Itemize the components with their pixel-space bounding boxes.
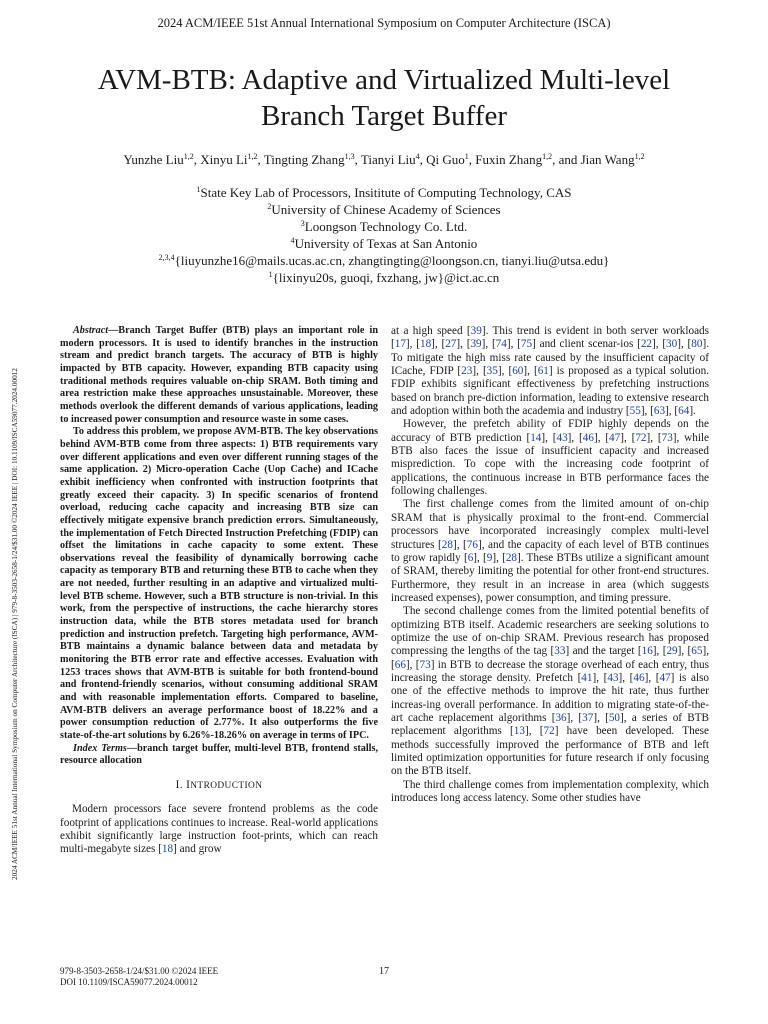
citation-link[interactable]: 50 — [608, 711, 621, 724]
right-paragraph-1: However, the prefetch ability of FDIP highly depends on the accuracy of BTB prediction [14], [43], [46], [47], [72], [73], while BTB also faces the issue of insufficient capacity and increased misprediction. To cope with the increasing code footprint of applications, the continuous increase in BTB performance faces the following challenges. — [391, 418, 710, 498]
affiliation-mark: 1 — [196, 185, 201, 194]
author-affiliation-mark: 4 — [415, 152, 420, 161]
abstract — [60, 325, 378, 743]
author-name: Jian Wang — [580, 152, 635, 167]
affiliation-mark: 2,3,4 — [158, 253, 175, 263]
affiliation-line — [30, 218, 738, 235]
citation-link[interactable]: 37 — [582, 711, 594, 724]
citation-link[interactable]: 72 — [635, 431, 647, 444]
citation-link[interactable]: 74 — [495, 338, 507, 351]
citation-link[interactable]: 18 — [419, 338, 432, 351]
right-paragraph-2: The first challenge comes from the limited amount of on-chip SRAM that is physically proximal to the front-end. Commercial processors have incorporated increasingly complex multi-level structures [28], [76], and the capacity of each level of BTB continues to grow rapidly [6], [9], [28]. These BTBs utilize a significant amount of SRAM, thereby limiting the potential for other front-end structures. Furthermore, they result in an increase in area (which suggests increased expenses), power consumption, and timing pressure. — [391, 498, 710, 604]
author-separator: , — [468, 152, 476, 167]
citation-link[interactable]: 75 — [520, 338, 533, 351]
author-list — [30, 152, 738, 168]
citation-link[interactable]: 80 — [691, 338, 703, 351]
citation-link[interactable]: 65 — [691, 645, 703, 658]
section-heading-introduction: I. INTRODUCTION — [175, 778, 263, 791]
citation-link[interactable]: 73 — [661, 431, 673, 444]
citation-link[interactable]: 61 — [537, 365, 549, 378]
citation-link[interactable]: 43 — [607, 671, 619, 684]
citation-link[interactable]: 43 — [556, 431, 568, 444]
citation-link[interactable]: 13 — [513, 725, 525, 738]
doi-sidebar-text: 2024 ACM/IEEE 51st Annual International Symposium on Computer Architecture (ISCA) | 979-8-3503-2658-1/24/$31.00 ©2024 IEEE | DOI: 10.1109/ISCA59077.2024.00012 — [11, 368, 19, 880]
citation-link[interactable]: 23 — [461, 365, 473, 378]
citation-link[interactable]: 36 — [555, 711, 567, 724]
citation-link[interactable]: 28 — [441, 538, 453, 551]
author-name: Tingting Zhang — [263, 152, 345, 167]
intro-body — [60, 803, 378, 856]
author-separator: , — [419, 152, 427, 167]
index-terms — [60, 743, 378, 768]
citation-link[interactable]: 18 — [161, 843, 174, 856]
author-name: Fuxin Zhang — [475, 152, 543, 167]
footer-doi: DOI 10.1109/ISCA59077.2024.00012 — [60, 977, 198, 987]
citation-link[interactable]: 29 — [666, 645, 678, 658]
abstract-paragraph-1: —Branch Target Buffer (BTB) plays an important role in modern processors. It is used to identify branches in the instruction stream and predict branch targets. The accuracy of BTB is highly impacted by BTB capacity. However, expanding BTB capacity using traditional methods requires valuable on-chip SRAM. Both timing and area restriction make these approaches unsustainable. Moreover, these methods overlook the different demands of various applications, leading to increased power consumption and resource waste in some cases. — [60, 325, 378, 425]
right-column — [391, 325, 709, 805]
index-terms-lead: Index Terms — [73, 742, 127, 754]
citation-link[interactable]: 30 — [666, 338, 678, 351]
citation-link[interactable]: 28 — [505, 551, 518, 564]
title-line-1: AVM-BTB: Adaptive and Virtualized Multi-level — [97, 64, 671, 96]
author-affiliation-mark: 1,2 — [247, 152, 258, 161]
author-separator: , and — [552, 152, 581, 167]
affiliations — [30, 184, 738, 287]
author-name: Tianyi Liu — [360, 152, 416, 167]
citation-link[interactable]: 35 — [486, 365, 498, 378]
abstract-lead: Abstract — [73, 325, 109, 336]
affiliation-mark: 3 — [300, 219, 305, 229]
citation-link[interactable]: 33 — [554, 645, 566, 658]
affiliation-line — [30, 235, 738, 252]
affiliation-text: {liuyunzhe16@mails.ucas.ac.cn, zhangtingting@loongson.cn, tianyi.liu@utsa.edu} — [174, 253, 610, 269]
doi-sidebar — [10, 140, 22, 880]
affiliation-line — [30, 252, 738, 269]
citation-link[interactable]: 6 — [467, 551, 474, 564]
author-affiliation-mark: 1 — [464, 152, 469, 161]
author-affiliation-mark: 1,2 — [542, 152, 553, 161]
right-paragraph-4: The third challenge comes from implementation complexity, which introduces long access latency. Some other studies have — [391, 778, 709, 805]
title-line-2: Branch Target Buffer — [260, 100, 507, 132]
affiliation-mark: 4 — [290, 236, 295, 246]
right-paragraph-3: The second challenge comes from the limited potential benefits of optimizing BTB itself. Academic researchers are seeking solutions to optimize the use of on-chip SRAM. Previous research has proposed compressing the lengths of the tag [33] and the target [16], [29], [65], [66], [73] in BTB to decrease the storage overhead of each entry, thus increasing the storage density. Prefetch [41], [43], [46], [47] is also one of the effective methods to improve the hit rate, thus further increas-ing overall performance. In addition to migrating state-of-the-art cache replacement algorithms [36], [37], [50], a series of BTB replacement algorithms [13], [72] have been developed. These methods successfully improved the performance of BTB and left limited optimization opportunities for future research if only focusing on the BTB itself. — [391, 605, 710, 778]
author-separator: , — [193, 152, 201, 167]
right-paragraph-0: at a high speed [39]. This trend is evident in both server workloads [17], [18], [27], [39], [74], [75] and client scenar-ios [22], [30], [80]. To mitigate the high miss rate caused by the insufficient capacity of ICache, FDIP [23], [35], [60], [61] is proposed as a typical solution. FDIP exhibits significant effectiveness by prefetching instructions based on branch pre-diction information, leading to extensive research and adoption within both the academia and industry [55], [63], [64]. — [391, 325, 710, 418]
author-name: Qi Guo — [426, 152, 465, 167]
citation-link[interactable]: 22 — [640, 338, 652, 351]
affiliation-text: {lixinyu20s, guoqi, fxzhang, jw}@ict.ac.cn — [272, 270, 500, 286]
intro-paragraph-1: Modern processors face severe frontend problems as the code footprint of applications continues to increase. Real-world applications exhibit significantly large instruction foot-prints, which can reach multi-megabyte sizes [18] and grow — [60, 803, 378, 856]
citation-link[interactable]: 41 — [581, 671, 593, 684]
left-column — [60, 325, 378, 857]
citation-link[interactable]: 17 — [394, 338, 406, 351]
author-name: Xinyu Li — [200, 152, 248, 167]
affiliation-mark: 1 — [268, 270, 273, 280]
citation-link[interactable]: 16 — [641, 645, 653, 658]
footer-isbn: 979-8-3503-2658-1/24/$31.00 ©2024 IEEE — [60, 966, 219, 976]
citation-link[interactable]: 27 — [445, 338, 457, 351]
citation-link[interactable]: 47 — [609, 431, 621, 444]
author-affiliation-mark: 1,2 — [634, 152, 645, 161]
affiliation-text: University of Chinese Academy of Sciences — [271, 202, 501, 218]
page-number: 17 — [379, 966, 389, 977]
author-separator: , — [257, 152, 264, 167]
affiliation-line — [30, 184, 738, 201]
citation-link[interactable]: 63 — [653, 405, 666, 418]
affiliation-line — [30, 201, 738, 218]
author-affiliation-mark: 1,2 — [183, 152, 194, 161]
citation-link[interactable]: 76 — [466, 538, 478, 551]
citation-link[interactable]: 14 — [530, 431, 542, 444]
citation-link[interactable]: 60 — [512, 365, 524, 378]
citation-link[interactable]: 9 — [486, 551, 493, 564]
citation-link[interactable]: 47 — [659, 671, 671, 684]
citation-link[interactable]: 55 — [629, 405, 641, 418]
affiliation-text: University of Texas at San Antonio — [294, 236, 478, 252]
index-terms-text: —branch target buffer, multi-level BTB, frontend stalls, resource allocation — [60, 742, 378, 767]
citation-link[interactable]: 46 — [582, 431, 594, 444]
citation-link[interactable]: 46 — [633, 671, 645, 684]
author-affiliation-mark: 1,3 — [344, 152, 355, 161]
affiliation-text: Loongson Technology Co. Ltd. — [304, 219, 468, 235]
citation-link[interactable]: 72 — [543, 725, 555, 738]
conference-header: 2024 ACM/IEEE 51st Annual International Symposium on Computer Architecture (ISCA) — [157, 16, 611, 30]
paper-title — [40, 62, 728, 134]
author-name: Yunzhe Liu — [123, 152, 184, 167]
citation-link[interactable]: 73 — [419, 658, 431, 671]
affiliation-line — [30, 269, 738, 286]
author-separator: , — [354, 152, 361, 167]
citation-link[interactable]: 39 — [470, 338, 482, 351]
affiliation-text: State Key Lab of Processors, Insititute of Computing Technology, CAS — [200, 185, 572, 200]
citation-link[interactable]: 64 — [678, 405, 690, 418]
abstract-paragraph-2: To address this problem, we propose AVM-BTB. The key observations behind AVM-BTB come from three aspects: 1) BTB requirements vary over different applications and even over different running stages of the same application. 2) Micro-operation Cache (Uop Cache) and ICache exhibit inefficiency when confronted with instruction footprints that greatly exceed their capacity. 3) In specific scenarios of frontend overload, reducing cache capacity and increasing BTB size can effectively mitigate expensive branch prediction errors. Simultaneously, the implementation of Fetch Directed Instruction Prefetching (FDIP) can offset the limitations in cache capacity to some extent. These observations reveal the feasibility of dynamically borrowing cache capacity as temporary BTB and returning these BTB to cache when they are not needed, further resulting in an adaptive and virtualized multi-level BTB scheme. However, such a BTB structure is non-trivial. In this work, from the perspective of instructions, the cache hierarchy stores instruction data, while the BTB stores metadata used for branch prediction and instruction prefetch. Targeting high performance, AVM-BTB maintains a dynamic balance between data and metadata by monitoring the BTB error rate and effective accesses. Evaluation with 1253 traces shows that AVM-BTB is suitable for both frontend-bound and frontend-friendly scenarios, without consuming additional SRAM and with reasonable implementation efforts. Compared to baseline, AVM-BTB delivers an average performance boost of 18.22% and a power consumption reduction of 2.77%. It also outperforms the five state-of-the-art solutions by 6.26%-18.26% on average in terms of IPC. — [60, 426, 378, 741]
citation-link[interactable]: 66 — [394, 658, 406, 671]
affiliation-mark: 2 — [267, 202, 272, 212]
citation-link[interactable]: 39 — [470, 325, 482, 337]
